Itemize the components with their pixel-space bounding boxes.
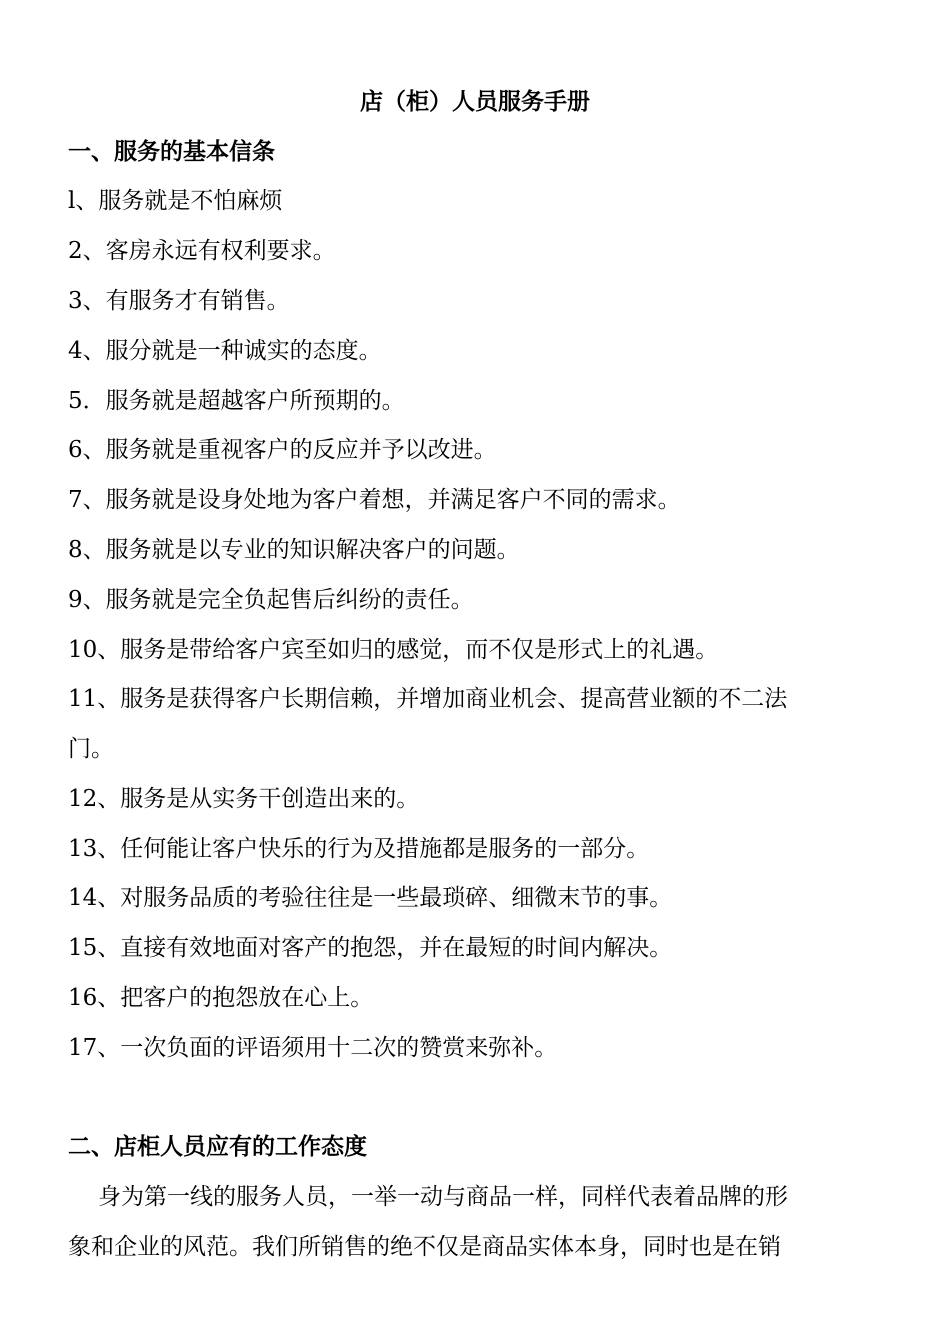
list-item: 16、把客户的抱怨放在心上。 <box>68 985 374 1011</box>
list-item: 12、服务是从实务干创造出来的。 <box>68 786 420 812</box>
list-item: 3、有服务才有销售。 <box>68 288 290 314</box>
list-item: l、服务就是不怕麻烦 <box>68 188 283 214</box>
section-heading-2: 二、店柜人员应有的工作态度 <box>68 1133 367 1160</box>
paragraph-line: 身为第一线的服务人员，一举一动与商品一样，同样代表着品牌的形 <box>98 1184 788 1210</box>
list-item: 13、任何能让客户快乐的行为及措施都是服务的一部分。 <box>68 836 650 862</box>
list-item: 15、直接有效地面对客产的抱怨，并在最短的时间内解决。 <box>68 935 673 961</box>
list-item: 5．服务就是超越客户所预期的。 <box>68 388 405 414</box>
list-item: 14、对服务品质的考验往往是一些最琐碎、细微末节的事。 <box>68 885 673 911</box>
list-item: 9、服务就是完全负起售后纠纷的责任。 <box>68 587 474 613</box>
list-item: 7、服务就是设身处地为客户着想，并满足客户不同的需求。 <box>68 487 681 513</box>
list-item: 6、服务就是重视客户的反应并予以改进。 <box>68 437 497 463</box>
list-item-continuation: 门。 <box>68 736 114 762</box>
list-item: 8、服务就是以专业的知识解决客户的问题。 <box>68 537 520 563</box>
list-item: 11、服务是获得客户长期信赖，并增加商业机会、提高营业额的不二法 <box>68 686 788 712</box>
list-item: 4、服分就是一种诚实的态度。 <box>68 338 382 364</box>
section-heading-1: 一、服务的基本信条 <box>68 138 275 165</box>
list-item: 2、客房永远有权利要求。 <box>68 238 336 264</box>
list-item: 17、一次负面的评语须用十二次的赞赏来弥补。 <box>68 1035 558 1061</box>
document-title: 店（柜）人员服务手册 <box>360 88 590 115</box>
list-item: 10、服务是带给客户宾至如归的感觉，而不仅是形式上的礼遇。 <box>68 637 719 663</box>
paragraph-line: 象和企业的风范。我们所销售的绝不仅是商品实体本身，同时也是在销 <box>68 1234 781 1260</box>
